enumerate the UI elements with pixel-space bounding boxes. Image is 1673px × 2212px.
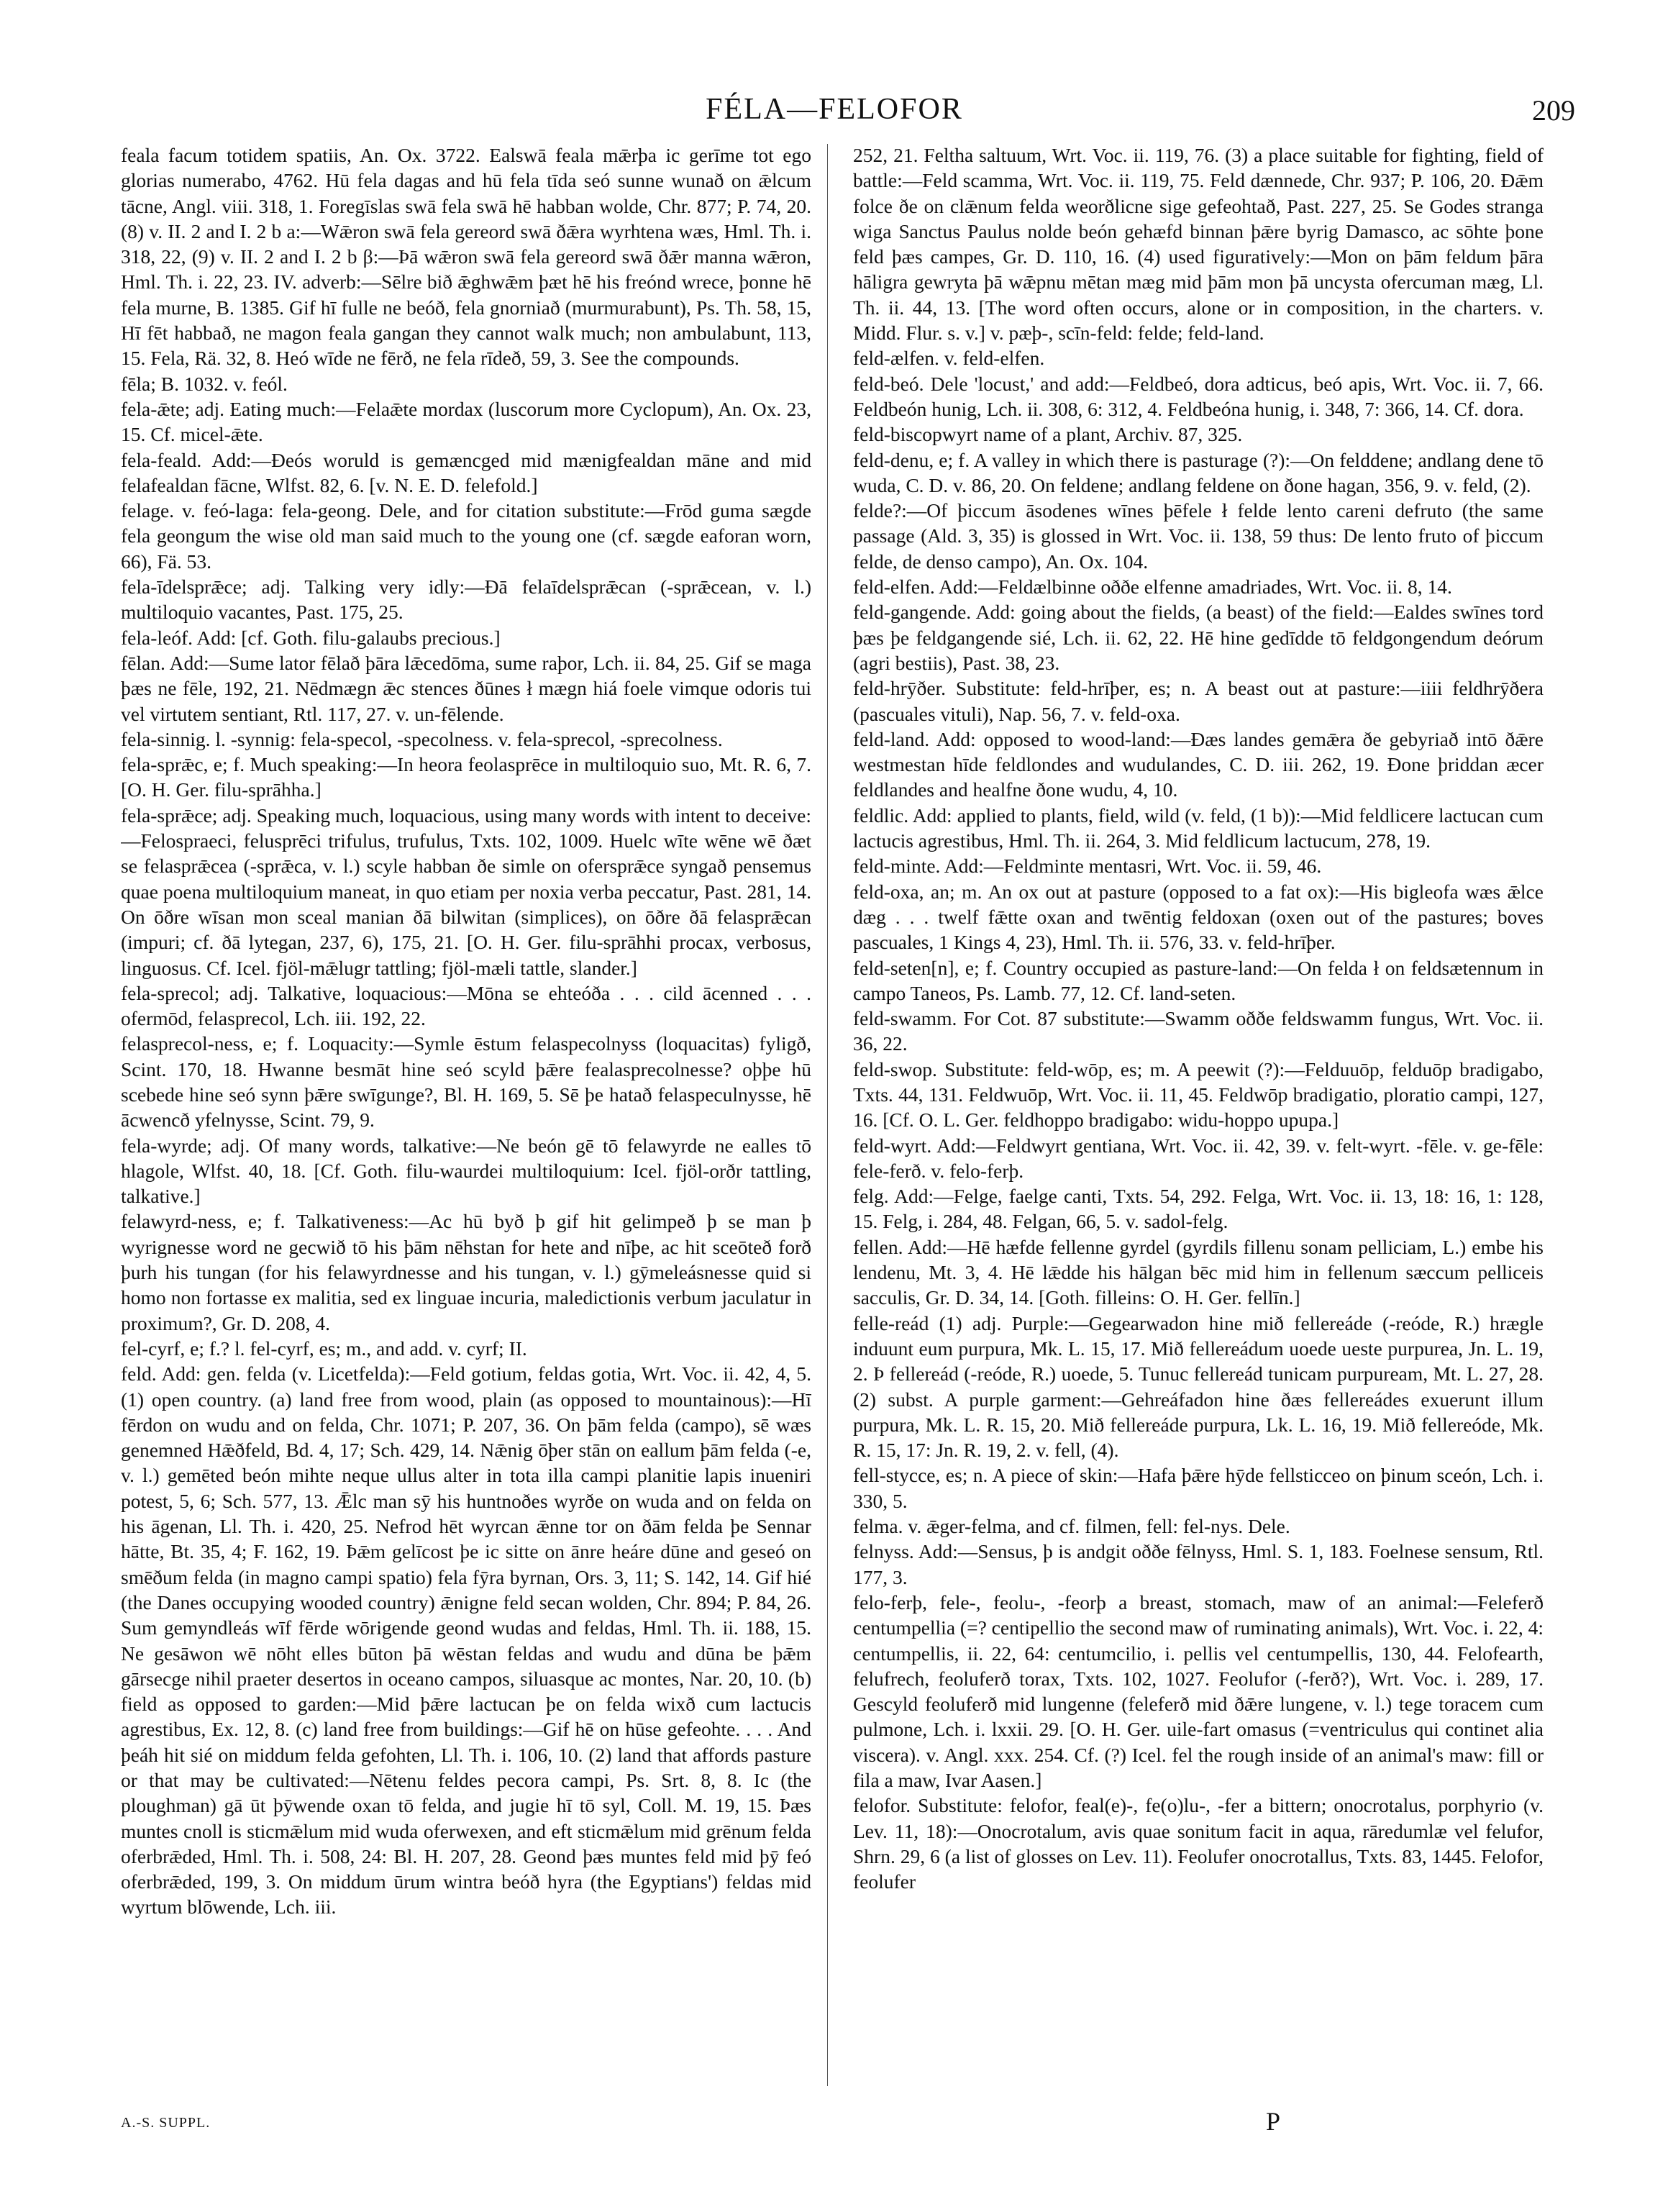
dictionary-entry: felg. Add:—Felge, faelge canti, Txts. 54, 292. Felga, Wrt. Voc. ii. 13, 18: 16, 1: 128, 15. Felg, i. 284, 48. Felgan, 66, 5. v. sadol-felg.: [853, 1185, 1544, 1233]
dictionary-entry: felnyss. Add:—Sensus, þ is andgit oððe fēlnyss, Hml. S. 1, 183. Foelnese sensum, Rtl. 177, 3.: [853, 1540, 1544, 1588]
page-header: [115, 92, 1575, 135]
dictionary-entry: fēla; B. 1032. v. feól.: [121, 372, 288, 395]
dictionary-entry: fela-sprǣc, e; f. Much speaking:—In heora feolasprēce in multiloquio suo, Mt. R. 6, 7. [O. H. Ger. filu-sprāhha.]: [121, 753, 811, 801]
dictionary-entry: fel-cyrf, e; f.? l. fel-cyrf, es; m., and add. v. cyrf; II.: [121, 1337, 527, 1360]
dictionary-entry: fela-wyrde; adj. Of many words, talkative:—Ne beón gē tō felawyrde ne ealles tō hlagole, Wlfst. 40, 18. [Cf. Goth. filu-waurdei multiloquium: Icel. fjöl-orðr tattling, talkative.]: [121, 1134, 811, 1208]
dictionary-entry: felma. v. ǣger-felma, and cf. filmen, fell: fel-nys. Dele.: [853, 1515, 1290, 1538]
signature-letter: P: [1266, 2107, 1281, 2136]
dictionary-entry: feld-seten[n], e; f. Country occupied as pasture-land:—On felda ł on feldsætennum in campo Taneos, Ps. Lamb. 77, 12. Cf. land-seten.: [853, 956, 1544, 1004]
dictionary-entry: fellen. Add:—Hē hæfde fellenne gyrdel (gyrdils fillenu sonam pelliciam, L.) embe his lendenu, Mt. 3, 4. Hē lǣdde his hālgan bēc mid him in fellenum sæccum pelliceis sacculis, Gr. D. 34, 14. [Goth. filleins: O. H. Ger. fellīn.]: [853, 1235, 1544, 1309]
signature-mark: A.-S. SUPPL.: [121, 2115, 211, 2131]
dictionary-entry: feld-denu, e; f. A valley in which there is pasturage (?):—On felddene; andlang dene tō wuda, C. D. v. 86, 20. On feldene; andlang feldene on ðone hagan, 356, 9. v. feld, (2).: [853, 448, 1544, 496]
dictionary-entry: feld-gangende. Add: going about the fields, (a beast) of the field:—Ealdes swīnes tord þæs þe feldgangende sié, Lch. ii. 62, 22. Hē hine gedīdde tō feldgongendum deórum (agri bestiis), Past. 38, 23.: [853, 601, 1544, 674]
dictionary-entry: fela-leóf. Add: [cf. Goth. filu-galaubs precious.]: [121, 626, 501, 649]
dictionary-entry: feld-elfen. Add:—Feldælbinne oððe elfenne amadriades, Wrt. Voc. ii. 8, 14.: [853, 575, 1452, 598]
page-number: 209: [1532, 94, 1575, 127]
dictionary-entry: fela-feald. Add:—Ðeós woruld is gemæncged mid mænigfealdan māne and mid felafealdan fācne, Wlfst. 82, 6. [v. N. E. D. felefold.]: [121, 448, 811, 496]
dictionary-entry: feld-wyrt. Add:—Feldwyrt gentiana, Wrt. Voc. ii. 42, 39. v. felt-wyrt. -fēle. v. ge-fēle: fele-ferð. v. felo-ferþ.: [853, 1134, 1544, 1182]
dictionary-entry: feld-oxa, an; m. An ox out at pasture (opposed to a fat ox):—His bigleofa wæs ǣlce dæg . . . twelf fǣtte oxan and twēntig feldoxan (oxen out of the pastures; boves pascuales, 1 Kings 4, 23), Hml. Th. ii. 576, 33. v. feld-hrīþer.: [853, 880, 1544, 954]
dictionary-entry: felle-reád (1) adj. Purple:—Gegearwadon hine mið fellereáde (-reóde, R.) hrægle induunt eum purpura, Mk. L. 15, 17. Mið fellereádum uoede ueste purpurea, Jn. L. 19, 2. Þ fellereád (-reóde, R.) uoede, 5. Tunuc fellereád tunicam purpuream, Mt. L. 27, 28. (2) subst. A purple garment:—Gehreáfadon hine ðæs fellereádes exuerunt illum purpura, Mk. L. R. 15, 20. Mið fellereáde purpura, Lk. L. 16, 19. Mið fellereóde, Mk. R. 15, 17: Jn. R. 19, 2. v. fell, (4).: [853, 1311, 1544, 1462]
dictionary-entry: felage. v. feó-laga: fela-geong. Dele, and for citation substitute:—Frōd guma sægde fela geongum the wise old man said much to the young one (cf. sægde eaforan worn, 66), Fä. 53.: [121, 499, 811, 573]
dictionary-entry: felo-ferþ, fele-, feolu-, -feorþ a breast, stomach, maw of an animal:—Feleferð centumpellia (=? centipellio the second maw of ruminating animals), Wrt. Voc. i. 22, 4: centumpellis, ii. 22, 64: centumcilio, i. pellis vel centumpellis, 130, 44. Felofearth, felufrech, feoluferð torax, Txts. 102, 1027. Feolufor (-ferð?), Wrt. Voc. i. 289, 17. Gescyld feoluferð mid lungenne (feleferð mid ðǣre lungene, v. l.) tege toracem cum pulmone, Lch. i. lxxii. 29. [O. H. Ger. uile-fart omasus (=ventriculus qui continet alia viscera). v. Angl. xxx. 254. Cf. (?) Icel. fel the rough inside of an animal's maw: fill or fila a maw, Ivar Aasen.]: [853, 1590, 1544, 1791]
dictionary-entry: 252, 21. Feltha saltuum, Wrt. Voc. ii. 119, 76. (3) a place suitable for fighting, field of battle:—Feld scamma, Wrt. Voc. ii. 119, 75. Feld dænnede, Chr. 937; P. 106, 20. Ðǣm folce ðe on clǣnum felda weorðlicne sige gefeohtað, Past. 227, 25. Se Godes stranga wiga Sanctus Paulus nolde beón gehæfd binnan þǣre byrig Damasco, ac sōhte þone feld þæs campes, Gr. D. 110, 16. (4) used figuratively:—Mon on þām feldum þāra hāligra gewryta þā wǣpnu mētan mæg mid þām mon þā uncysta ofercuman mæg, Ll. Th. ii. 44, 13. [The word often occurs, alone or in composition, in the charters. v. Midd. Flur. s. v.] v. pæþ-, scīn-feld: felde; feld-land.: [853, 144, 1544, 345]
dictionary-entry: fela-īdelsprǣce; adj. Talking very idly:—Ðā felaīdelsprǣcan (-sprǣcean, v. l.) multiloquio vacantes, Past. 175, 25.: [121, 575, 811, 624]
dictionary-entry: feld-swop. Substitute: feld-wōp, es; m. A peewit (?):—Felduuōp, felduōp bradigabo, Txts. 44, 131. Feldwuōp, Wrt. Voc. ii. 11, 45. Feldwōp bradigatio, ploratio campi, 127, 16. [Cf. O. L. Ger. feldhoppo bradigabo: widu-hoppo upupa.]: [853, 1057, 1544, 1132]
dictionary-entry: feld-hrȳðer. Substitute: feld-hrīþer, es; n. A beast out at pasture:—iiii feldhrȳðera (pascuales vituli), Nap. 56, 7. v. feld-oxa.: [853, 677, 1544, 725]
dictionary-entry: fēlan. Add:—Sume lator fēlað þāra lǣcedōma, sume raþor, Lch. ii. 84, 25. Gif se maga þæs ne fēle, 192, 21. Nēdmægn ǣc stences ðūnes ł mægn hiá foele vimque odoris tui vel virtutem sentiant, Rtl. 117, 27. v. un-fēlende.: [121, 651, 811, 725]
dictionary-entry: fela-sinnig. l. -synnig: fela-specol, -specolness. v. fela-sprecol, -sprecolness.: [121, 727, 723, 750]
dictionary-entry: fell-stycce, es; n. A piece of skin:—Hafa þǣre hȳde fellsticceo on þinum sceón, Lch. i. 330, 5.: [853, 1464, 1544, 1512]
column-divider: [827, 144, 828, 2086]
dictionary-entry: feld-land. Add: opposed to wood-land:—Ðæs landes gemǣra ðe gebyriað intō ðǣre westmestan hīde feldlondes and wudulandes, C. D. iii. 262, 19. Ðone þriddan æcer feldlandes and healfne ðone wudu, 4, 10.: [853, 727, 1544, 801]
right-column: [853, 142, 1544, 2099]
dictionary-entry: felawyrd-ness, e; f. Talkativeness:—Ac hū byð þ gif hit gelimpeð þ se man þ wyrignesse word ne gecwið tō his þām nēhstan for hete and nīþe, ac hit sceōteð forð þurh his tungan (for his felawyrdnesse and his tungan, v. l.) gȳmeleásnesse quid si homo non fortasse ex malitia, sed ex linguae incuria, maledictionis verbum jaculatur in proximum?, Gr. D. 208, 4.: [121, 1210, 811, 1334]
dictionary-entry: feld-ælfen. v. feld-elfen.: [853, 347, 1045, 370]
dictionary-entry: felde?:—Of þiccum āsodenes wīnes þēfele ł felde lento careni defruto (the same passage (Ald. 3, 35) is glossed in Wrt. Voc. ii. 138, 59 thus: De lento fruto of þiccum felde, de denso campo), An. Ox. 104.: [853, 499, 1544, 573]
dictionary-entry: feala facum totidem spatiis, An. Ox. 3722. Ealswā feala mǣrþa ic gerīme tot ego glorias numerabo, 4762. Hū fela dagas and hū fela tīda seó sunne wunað on ǣlcum tācne, Angl. viii. 318, 1. Foregīslas swā fela swā hē habban wolde, Chr. 877; P. 74, 20. (8) v. II. 2 and I. 2 b a:—Wǣron swā fela gereord swā ðǣra wyrhtena wæs, Hml. Th. i. 318, 22, (9) v. II. 2 and I. 2 b β:—Þā wǣron swā fela gereord swā ðǣr manna wǣron, Hml. Th. i. 22, 23. IV. adverb:—Sēlre bið ǣghwǣm þæt hē his freónd wrece, þonne hē fela murne, B. 1385. Gif hī fulle ne beóð, fela gnorniað (murmurabunt), Ps. Th. 58, 15, Hī fēt habbað, ne magon feala gangan they cannot walk much; non ambulabunt, 113, 15. Fela, Rä. 32, 8. Heó wīde ne fērð, ne fela rīdeð, 59, 3. See the compounds.: [121, 144, 811, 370]
dictionary-entry: feld-swamm. For Cot. 87 substitute:—Swamm oððe feldswamm fungus, Wrt. Voc. ii. 36, 22.: [853, 1007, 1544, 1055]
dictionary-entry: fela-sprecol; adj. Talkative, loquacious:—Mōna se ehteóða . . . cild ācenned . . . ofermōd, felasprecol, Lch. iii. 192, 22.: [121, 981, 811, 1030]
dictionary-entry: feld-biscopwyrt name of a plant, Archiv. 87, 325.: [853, 423, 1243, 446]
dictionary-entry: fela-sprǣce; adj. Speaking much, loquacious, using many words with intent to deceive:—Felospraeci, felusprēci trifulus, trufulus, Txts. 102, 1009. Huelc wīte wēne wē ðæt se felasprǣcea (-sprǣca, v. l.) scyle habban ðe simle on ofersprǣce syngað pensemus quae poena multiloquium maneat, in quo etiam per noxia verba peccatur, Past. 281, 14. On ōðre wīsan mon sceal manian ðā bilwitan (simplices), on ōðre ðā felasprǣcan (impuri; cf. ðā lytegan, 237, 6), 175, 21. [O. H. Ger. filu-sprāhhi procax, verbosus, linguosus. Cf. Icel. fjöl-mǣlugr tattling; fjöl-mæli tattle, slander.]: [121, 804, 811, 979]
dictionary-entry: feld-minte. Add:—Feldminte mentasri, Wrt. Voc. ii. 59, 46.: [853, 855, 1322, 878]
dictionary-entry: felofor. Substitute: felofor, feal(e)-, fe(o)lu-, -fer a bittern; onocrotalus, porphyrio (v. Lev. 11, 18):—Onocrotalum, avis quae sonitum facit in aqua, rāredumlæ vel felufor, Shrn. 29, 6 (a list of glosses on Lev. 11). Feolufer onocrotallus, Txts. 83, 1445. Felofor, feolufer: [853, 1794, 1544, 1893]
left-column: [121, 142, 811, 2099]
dictionary-entry: feld. Add: gen. felda (v. Licetfelda):—Feld gotium, feldas gotia, Wrt. Voc. ii. 42, 4, 5. (1) open country. (a) land free from wood, plain (as opposed to mountainous):—Hī fērdon on wudu and on felda, Chr. 1071; P. 207, 36. On þām felda (campo), sē wæs genemned Hǣðfeld, Bd. 4, 17; Sch. 429, 14. Nǣnig ōþer stān on eallum þām felda (-e, v. l.) gemēted beón mihte neque ullus alter in tota illa campi planitie lapis inueniri potest, 5, 6; Sch. 577, 13. Ǣlc man sȳ his huntnoðes wyrðe on wuda and on felda on his āgenan, Ll. Th. i. 420, 25. Nefrod hēt wyrcan ǣnne tor on ðām felda þe Sennar hātte, Bt. 35, 4; F. 162, 19. Þǣm gelīcost þe ic sitte on ānre heáre dūne and geseó on smēðum felda (in magno campi spatio) fela fȳra byrnan, Ors. 3, 11; S. 142, 14. Gif hié (the Danes occupying wooded country) ǣnigne feld secan wolden, Chr. 894; P. 84, 26. Sum gemyndleás wīf fērde wōrigende geond wudas and feldas, Hml. Th. ii. 188, 15. Ne gesāwon wē nōht elles būton þā wēstan feldas and wudu and dūna be þǣm gārsecge nihil praeter desertos in oceano campos, siluasque ac montes, Nar. 20, 10. (b) field as opposed to garden:—Mid þǣre lactucan þe on felda wixð cum lactucis agrestibus, Ex. 12, 8. (c) land free from buildings:—Gif hē on hūse gefeohte. . . . And þeáh hit sié on middum felda gefohten, Ll. Th. i. 106, 10. (2) land that affords pasture or that may be cultivated:—Nētenu feldes pecora campi, Ps. Srt. 8, 8. Ic (the ploughman) gā ūt þȳwende oxan tō felda, and jugie hī tō syl, Coll. M. 19, 15. Þæs muntes cnoll is sticmǣlum mid wuda oferwexen, and eft sticmǣlum mid grēnum felda oferbrǣded, Hml. Th. i. 508, 24: Bl. H. 207, 28. Geond þæs muntes feld mid þȳ feó oferbrǣded, 199, 3. On middum ūrum wintra beóð hyra (the Egyptians') feldas mid wyrtum blōwende, Lch. iii.: [121, 1362, 811, 1919]
dictionary-entry: fela-ǣte; adj. Eating much:—Felaǣte mordax (luscorum more Cyclopum), An. Ox. 23, 15. Cf. micel-ǣte.: [121, 397, 811, 446]
dictionary-entry: felasprecol-ness, e; f. Loquacity:—Symle ēstum felaspecolnyss (loquacitas) fyligð, Scint. 170, 18. Hwanne besmāt hine seó scyld þǣre fealasprecolnesse? oþþe hū scebede hine seó synn þǣre swīgunge?, Bl. H. 169, 5. Sē þe hatað felaspeculnysse, hē ācwencð yfelnysse, Scint. 79, 9.: [121, 1032, 811, 1132]
running-head: FÉLA—FELOFOR: [706, 93, 963, 126]
dictionary-entry: feld-beó. Dele 'locust,' and add:—Feldbeó, dora adticus, beó apis, Wrt. Voc. ii. 7, 66. Feldbeón hunig, Lch. ii. 308, 6: 312, 4. Feldbeóna hunig, i. 348, 7: 366, 14. Cf. dora.: [853, 372, 1544, 420]
dictionary-entry: feldlic. Add: applied to plants, field, wild (v. feld, (1 b)):—Mid feldlicere lactucan cum lactucis agrestibus, Hml. Th. ii. 264, 3. Mid feldlicum lactucum, 278, 19.: [853, 804, 1544, 852]
